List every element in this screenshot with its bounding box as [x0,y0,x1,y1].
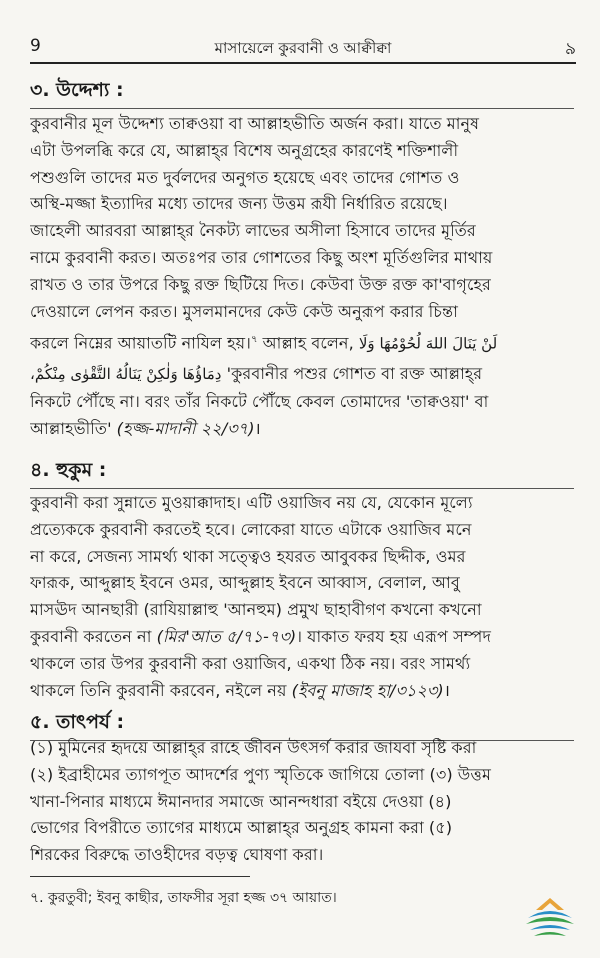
arabic-verse-part-1: لَنْ يَنَالَ اللهَ لُحُوْمُهَا وَلَا [358,334,498,353]
text-line: নিকটে পৌঁছে না। বরং তাঁর নিকটে পৌঁছে কেবল তোমাদের 'তাক্বওয়া' বা [30,391,489,411]
running-title: মাসায়েলে কুরবানী ও আক্বীক্বা [214,39,392,57]
text-line: দেওয়ালে লেপন করত। মুসলমানদের কেউ কেউ অনুরূপ করার চিন্তা [30,301,458,321]
text-line: ফারূক, আব্দুল্লাহ ইবনে ওমর, আব্দুল্লাহ ইবনে আব্বাস, বেলাল, আবু [30,573,460,593]
text-line: খানা-পিনার মাধ্যমে ঈমানদার সমাজে আনন্দধারা বইয়ে দেওয়া (৪) [30,791,452,811]
text-line: (২) ইব্রাহীমের ত্যাগপূত আদর্শের পুণ্য স্মৃতিকে জাগিয়ে তোলা (৩) উত্তম [30,764,491,784]
text-line: রাখত ও তার উপরে কিছু রক্ত ছিটিয়ে দিত। কেউবা উক্ত রক্ত কা'বাগৃহের [30,274,491,294]
section-body-purpose [30,111,576,442]
reference-citation: (ইবনু মাজাহ হা/৩১২৩) [291,680,444,700]
running-header [30,34,576,58]
section-heading-purpose: ৩. উদ্দেশ্য : [30,76,574,104]
section-heading-ruling: ৪. হুকুম : [30,456,574,484]
arabic-verse-part-2: دِمَاؤُهَا وَلٰكِنْ يَنَالُهُ التَّقْوٰى مِنْكُمْ، [30,364,222,383]
text-line: ভোগের বিপরীতে ত্যাগের মাধ্যমে আল্লাহ্‌র অনুগ্রহ কামনা করা (৫) [30,818,453,838]
text-line: (১) মুমিনের হৃদয়ে আল্লাহ্‌র রাহে জীবন উৎসর্গ করার জাযবা সৃষ্টি করা [30,738,477,757]
header-rule [30,62,576,64]
reference-citation: (হজ্জ-মাদানী ২২/৩৭) [116,418,255,438]
text-line: মাসঊদ আনছারী (রাযিয়াল্লাহু 'আনহুম) প্রমুখ ছাহাবীগণ কখনো কখনো [30,600,482,620]
footnote: ৭. কুরতুবী; ইবনু কাছীর, তাফসীর সূরা হজ্জ ৩৭ আয়াত। [30,890,337,906]
section-body-ruling [30,490,576,704]
text-line: থাকলে তিনি কুরবানী করবেন, নইলে নয় (ইবনু মাজাহ হা/৩১২৩)। [30,680,450,700]
page-number-right: ৯ [564,39,576,59]
reference-citation: (মির'আত ৫/৭১-৭৩) [156,626,297,646]
text-line: অস্থি-মজ্জা ইত্যাদির মধ্যে তাদের জন্য উত্তম রূযী নির্ধারিত রয়েছে। [30,194,448,214]
text-line: পশুগুলি তাদের মত দুর্বলদের অনুগত হয়েছে এবং তাদের গোশত ও [30,167,460,187]
text-line: নামে কুরবানী করত। অতঃপর তার গোশতের কিছু অংশ মূর্তিগুলির মাথায় [30,247,493,267]
text-line: শিরকের বিরুদ্ধে তাওহীদের বড়ত্ব ঘোষণা করা। [30,845,324,865]
footnote-rule [30,876,250,877]
footnote-marker[interactable]: ৭ [250,334,258,346]
page-number-left: 9 [30,36,41,56]
text-line: কুরবানীর মূল উদ্দেশ্য তাক্বওয়া বা আল্লাহভীতি অর্জন করা। যাতে মানুষ [30,114,480,133]
publisher-logo-icon [524,896,576,940]
text-line: কুরবানী করতেন না (মির'আত ৫/৭১-৭৩)। যাকাত ফরয হয় এরূপ সম্পদ [30,626,492,646]
text-line: এটা উপলব্ধি করে যে, আল্লাহ্‌র বিশেষ অনুগ্রহের কারণেই শক্তিশালী [30,140,459,160]
section-heading-significance: ৫. তাৎপর্য : [30,708,574,736]
text-line: কুরবানী করা সুন্নাতে মুওয়াক্কাদাহ। এটি ওয়াজিব নয় যে, যেকোন মূল্যে [30,493,473,512]
text-line: জাহেলী আরবরা আল্লাহ্‌র নৈকট্য লাভের অসীলা হিসাবে তাদের মূর্তির [30,221,476,241]
text-line: আল্লাহভীতি' (হজ্জ-মাদানী ২২/৩৭)। [30,418,261,438]
text-line: প্রত্যেককে কুরবানী করতেই হবে। লোকেরা যাতে এটাকে ওয়াজিব মনে [30,519,472,539]
text-line: না করে, সেজন্য সামর্থ্য থাকা সত্ত্বেও হযরত আবুবকর ছিদ্দীক, ওমর [30,546,466,566]
text-line: থাকলে তার উপর কুরবানী করা ওয়াজিব, একথা ঠিক নয়। বরং সামর্থ্য [30,653,471,673]
text-line: دِمَاؤُهَا وَلٰكِنْ يَنَالُهُ التَّقْوٰى مِنْكُمْ، 'কুরবানীর পশুর গোশত বা রক্ত আল্লাহ্‌র [30,363,483,383]
text-line: করলে নিম্নের আয়াতটি নাযিল হয়।$^৭$ আল্লাহ বলেন, لَنْ يَنَالَ اللهَ لُحُوْمُهَا وَلَا [30,333,498,353]
section-body-significance [30,735,576,869]
